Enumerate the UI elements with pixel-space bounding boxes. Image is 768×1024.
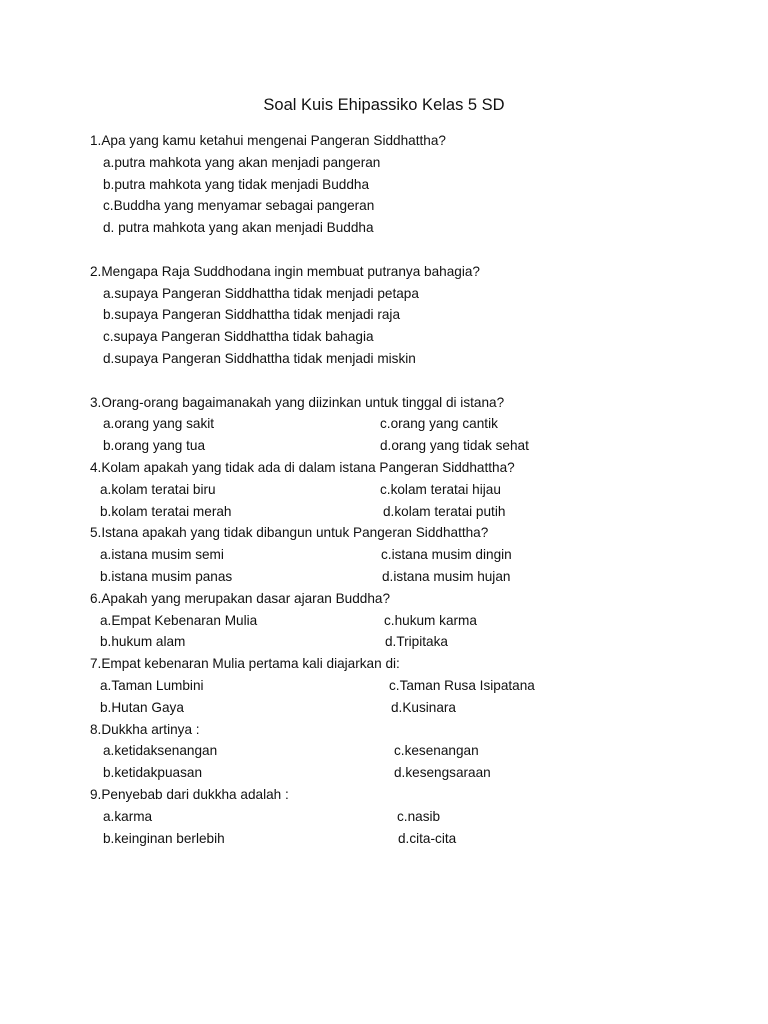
q7-option-b: b.Hutan Gaya <box>100 699 184 715</box>
q9-option-b: b.keinginan berlebih <box>103 830 225 846</box>
question-9: 9.Penyebab dari dukkha adalah : <box>90 786 289 802</box>
q7-option-c: c.Taman Rusa Isipatana <box>389 677 535 693</box>
question-7: 7.Empat kebenaran Mulia pertama kali diajarkan di: <box>90 656 400 672</box>
q4-option-d: d.kolam teratai putih <box>383 503 506 519</box>
q5-option-b: b.istana musim panas <box>100 568 233 584</box>
q4-option-b: b.kolam teratai merah <box>100 503 232 519</box>
q7-option-d: d.Kusinara <box>391 699 456 715</box>
q9-option-d: d.cita-cita <box>398 830 457 846</box>
q2-option-c: c.supaya Pangeran Siddhattha tidak bahagia <box>103 329 374 345</box>
q8-option-d: d.kesengsaraan <box>394 765 491 781</box>
q6-option-d: d.Tripitaka <box>385 634 448 650</box>
question-2: 2.Mengapa Raja Suddhodana ingin membuat putranya bahagia? <box>90 263 480 279</box>
q6-option-c: c.hukum karma <box>384 612 477 628</box>
q5-option-c: c.istana musim dingin <box>381 547 512 563</box>
q4-option-c: c.kolam teratai hijau <box>380 481 501 497</box>
q3-option-c: c.orang yang cantik <box>380 416 498 432</box>
q6-option-b: b.hukum alam <box>100 634 186 650</box>
q4-option-a: a.kolam teratai biru <box>100 481 216 497</box>
q8-option-b: b.ketidakpuasan <box>103 765 203 781</box>
q2-option-b: b.supaya Pangeran Siddhattha tidak menjadi raja <box>103 307 400 323</box>
q3-option-b: b.orang yang tua <box>103 438 206 454</box>
q8-option-a: a.ketidaksenangan <box>103 743 218 759</box>
q2-option-d: d.supaya Pangeran Siddhattha tidak menjadi miskin <box>103 350 416 366</box>
q9-option-a: a.karma <box>103 808 153 824</box>
q7-option-a: a.Taman Lumbini <box>100 677 204 693</box>
question-1: 1.Apa yang kamu ketahui mengenai Pangeran Siddhattha? <box>90 133 446 148</box>
q1-option-b: b.putra mahkota yang tidak menjadi Buddha <box>103 176 370 192</box>
q2-option-a: a.supaya Pangeran Siddhattha tidak menjadi petapa <box>103 285 419 301</box>
q1-option-a: a.putra mahkota yang akan menjadi pangeran <box>103 154 381 170</box>
question-8: 8.Dukkha artinya : <box>90 721 200 737</box>
question-3: 3.Orang-orang bagaimanakah yang diizinkan untuk tinggal di istana? <box>90 394 505 410</box>
q1-option-c: c.Buddha yang menyamar sebagai pangeran <box>103 198 375 214</box>
q3-option-a: a.orang yang sakit <box>103 416 215 432</box>
q8-option-c: c.kesenangan <box>394 743 479 759</box>
q3-option-d: d.orang yang tidak sehat <box>380 438 529 454</box>
question-5: 5.Istana apakah yang tidak dibangun untuk Pangeran Siddhattha? <box>90 525 489 541</box>
page-title: Soal Kuis Ehipassiko Kelas 5 SD <box>263 96 505 114</box>
question-6: 6.Apakah yang merupakan dasar ajaran Buddha? <box>90 590 391 606</box>
q5-option-a: a.istana musim semi <box>100 547 224 563</box>
q1-option-d: d. putra mahkota yang akan menjadi Buddha <box>103 220 374 236</box>
q9-option-c: c.nasib <box>397 808 441 824</box>
q6-option-a: a.Empat Kebenaran Mulia <box>100 612 258 628</box>
q5-option-d: d.istana musim hujan <box>382 568 511 584</box>
question-4: 4.Kolam apakah yang tidak ada di dalam istana Pangeran Siddhattha? <box>90 459 515 475</box>
quiz-content <box>90 130 730 849</box>
